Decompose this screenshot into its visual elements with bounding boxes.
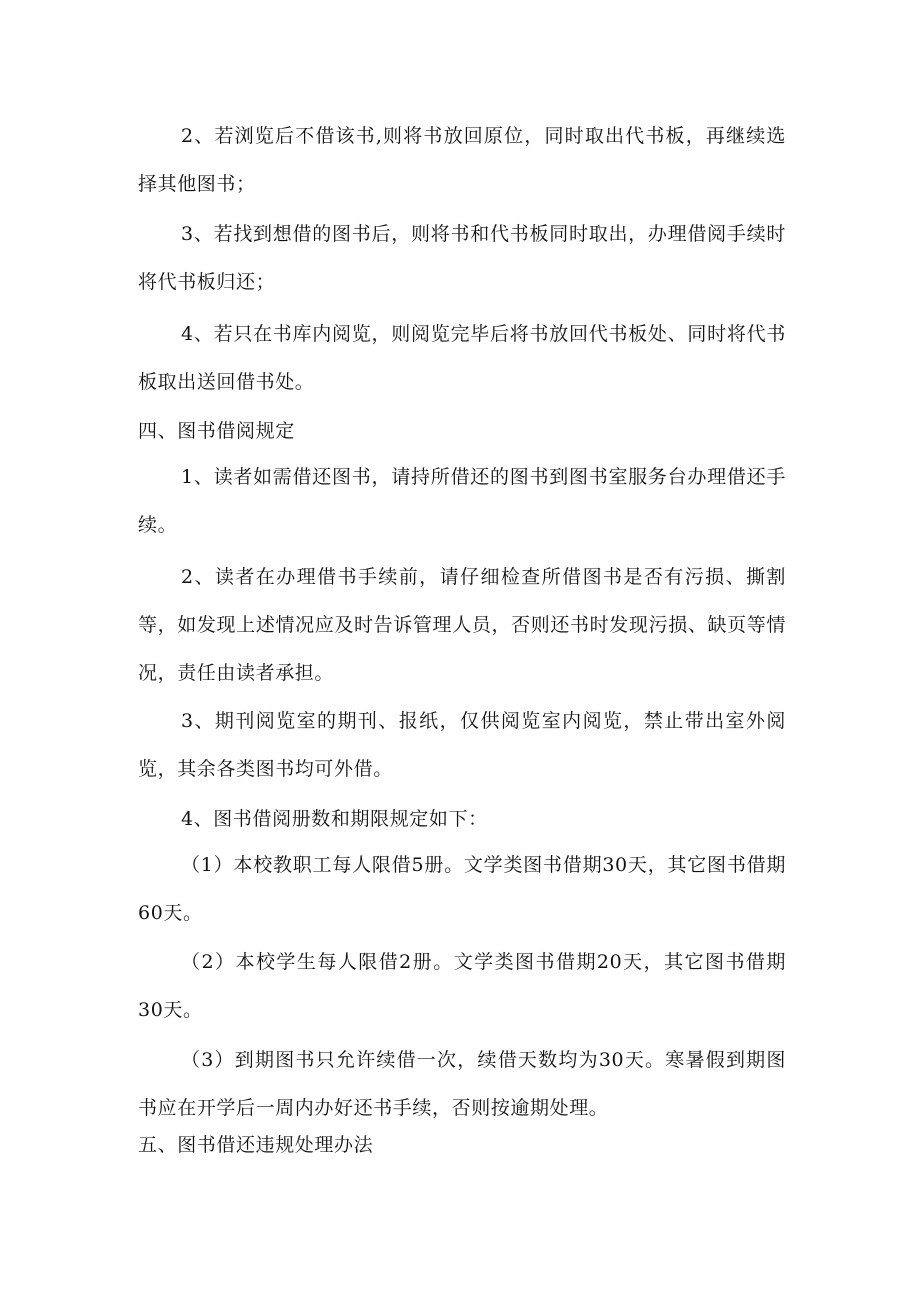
rule-item-4: 4、图书借阅册数和期限规定如下： bbox=[181, 808, 488, 830]
rule-subitem-1: （1）本校教职工每人限借5册。文学类图书借期30天，其它图书借期60天。 bbox=[138, 854, 786, 924]
paragraph-browse-not-borrow: 2、若浏览后不借该书,则将书放回原位，同时取出代书板，再继续选择其他图书； bbox=[138, 125, 786, 195]
section-heading-borrowing-rules: 四、图书借阅规定 bbox=[138, 420, 295, 442]
rule-subitem-3: （3）到期图书只允许续借一次，续借天数均为30天。寒暑假到期图书应在开学后一周内办好还书手续，否则按逾期处理。 bbox=[138, 1049, 786, 1119]
rule-subitem-2: （2）本校学生每人限借2册。文学类图书借期20天，其它图书借期30天。 bbox=[138, 951, 786, 1021]
paragraph-found-book: 3、若找到想借的图书后，则将书和代书板同时取出，办理借阅手续时将代书板归还； bbox=[138, 223, 786, 293]
section-heading-violation-handling: 五、图书借还违规处理办法 bbox=[138, 1134, 374, 1156]
rule-item-3: 3、期刊阅览室的期刊、报纸，仅供阅览室内阅览，禁止带出室外阅览，其余各类图书均可外借。 bbox=[138, 710, 786, 780]
rule-item-2: 2、读者在办理借书手续前，请仔细检查所借图书是否有污损、撕割等，如发现上述情况应及时告诉管理人员，否则还书时发现污损、缺页等情况，责任由读者承担。 bbox=[138, 566, 786, 684]
rule-item-1: 1、读者如需借还图书，请持所借还的图书到图书室服务台办理借还手续。 bbox=[138, 466, 786, 536]
paragraph-read-in-stacks: 4、若只在书库内阅览，则阅览完毕后将书放回代书板处、同时将代书板取出送回借书处。 bbox=[138, 323, 786, 393]
